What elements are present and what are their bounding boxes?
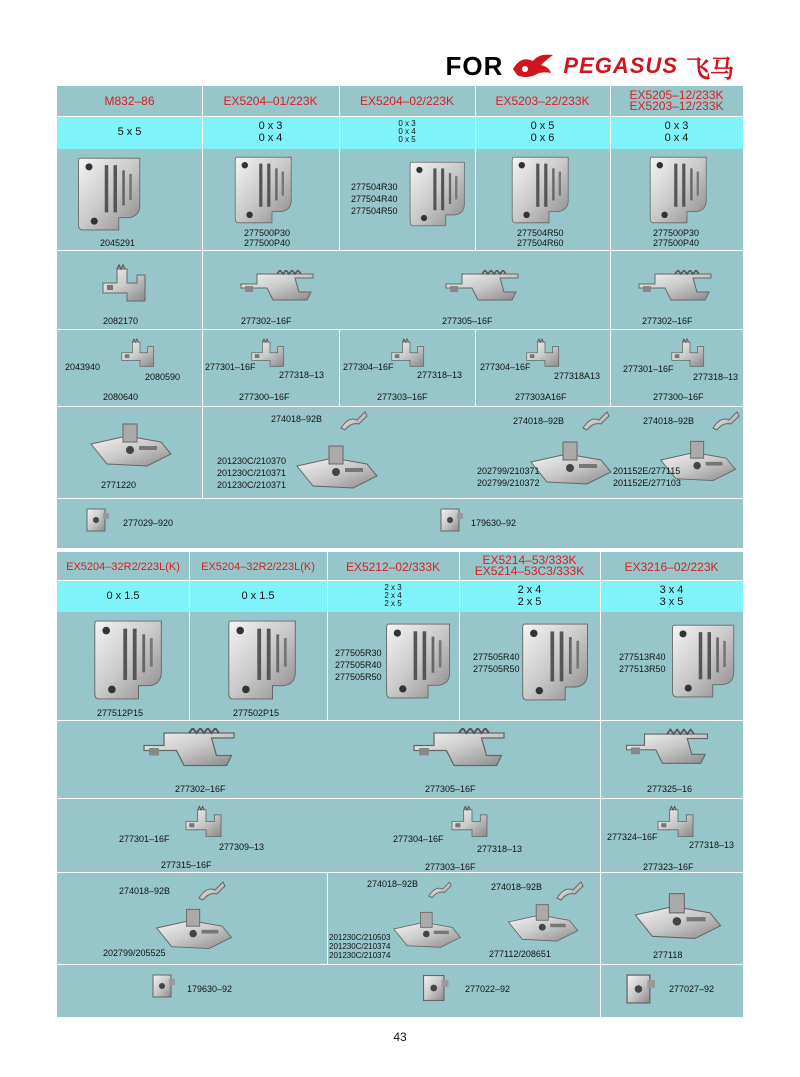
- part-number: 277301–16F: [205, 362, 256, 372]
- model-name: EX5204–01/223K: [223, 94, 318, 108]
- presser-foot-icon: [87, 414, 177, 474]
- brand-name: PEGASUS: [563, 53, 678, 78]
- feed-dog-icon: [407, 728, 511, 778]
- part-number: 277505R50: [335, 672, 382, 682]
- block-part-icon: [149, 970, 179, 1002]
- part-number: 277302–16F: [642, 316, 693, 326]
- part-number: 277309–13: [219, 842, 265, 852]
- part-number: 277504R50: [517, 228, 564, 238]
- feed-dog-icon: [237, 270, 317, 310]
- pegasus-logo-icon: [511, 51, 555, 81]
- part-number: 277500P40: [244, 238, 291, 248]
- gauge-value: 0 x 5: [530, 120, 555, 132]
- part-number: 277318–13: [689, 840, 735, 850]
- part-number: 2080590: [145, 372, 181, 382]
- page-number: 43: [393, 1030, 407, 1044]
- part-number: 201230C/210371: [217, 480, 287, 490]
- part-number: 201230C/210371: [217, 468, 287, 478]
- needle-plate-icon: [647, 150, 711, 230]
- model-name: EX5212–02/333K: [345, 560, 441, 574]
- part-number: 277303A16F: [515, 392, 567, 402]
- part-number: 277318–13: [477, 844, 523, 854]
- feed-dog-icon: [447, 802, 497, 846]
- feed-dog-icon: [635, 270, 715, 310]
- gauge-value: 0 x 1.5: [241, 590, 275, 602]
- feed-dog-icon: [137, 728, 241, 778]
- feed-dog-icon: [181, 802, 231, 846]
- gauge-value: 2 x 4: [517, 584, 542, 596]
- part-number: 277303–16F: [425, 862, 476, 872]
- part-number: 277505R40: [335, 660, 382, 670]
- part-number: 277304–16F: [480, 362, 531, 372]
- part-number: 274018–92B: [491, 882, 543, 892]
- part-number: 277504R30: [351, 182, 398, 192]
- needle-plate-icon: [383, 616, 455, 706]
- part-number: 277318A13: [554, 371, 601, 381]
- part-number: 277318–13: [279, 370, 325, 380]
- gauge-value: 2 x 3: [384, 583, 402, 592]
- gauge-value: 0 x 3: [664, 120, 689, 132]
- spring-icon: [339, 408, 369, 432]
- needle-plate-icon: [75, 150, 145, 238]
- model-name: EX5203–22/233K: [495, 94, 590, 108]
- part-number: 277027–92: [669, 984, 715, 994]
- block-part-icon: [83, 504, 113, 536]
- part-number: 277304–16F: [393, 834, 444, 844]
- part-number: 277118: [653, 950, 683, 960]
- part-number: 277500P40: [653, 238, 700, 248]
- presser-foot-icon: [387, 904, 469, 954]
- needle-plate-icon: [232, 150, 296, 230]
- part-number: 277302–16F: [175, 784, 226, 794]
- part-number: 179630–92: [471, 518, 517, 528]
- model-name: EX5214–53C3/333K: [474, 564, 585, 578]
- part-number: 277022–92: [465, 984, 511, 994]
- part-number: 277300–16F: [653, 392, 704, 402]
- catalog-panel-top: [57, 86, 743, 548]
- gauge-value: 0 x 1.5: [106, 590, 140, 602]
- gauge-value: 5 x 5: [117, 126, 142, 138]
- part-number: 274018–92B: [513, 416, 565, 426]
- block-part-icon: [437, 504, 467, 536]
- part-number: 277500P30: [653, 228, 700, 238]
- part-number: 277502P15: [233, 708, 280, 718]
- catalog-panel-bottom: [57, 552, 743, 1017]
- needle-plate-icon: [91, 614, 167, 706]
- brand-header: [446, 48, 734, 84]
- block-part-icon: [622, 970, 660, 1008]
- part-number: 202799/210371: [477, 466, 540, 476]
- part-number: 277505R40: [473, 652, 520, 662]
- model-name: EX5214–53/333K: [482, 553, 577, 567]
- part-number: 201230C/210374: [329, 942, 391, 951]
- presser-foot-icon: [527, 432, 617, 492]
- part-number: 179630–92: [187, 984, 233, 994]
- gauge-value: 0 x 4: [664, 132, 689, 144]
- gauge-value: 2 x 5: [517, 596, 542, 608]
- part-number: 201230C/210503: [329, 933, 391, 942]
- spring-icon: [197, 878, 227, 902]
- part-number: 277500P30: [244, 228, 291, 238]
- part-number: 277504R60: [517, 238, 564, 248]
- brand-for-label: FOR: [445, 50, 504, 81]
- gauge-value: 3 x 4: [659, 584, 684, 596]
- part-number: 274018–92B: [643, 416, 695, 426]
- needle-plate-icon: [407, 154, 469, 234]
- gauge-value: 0 x 6: [530, 132, 555, 144]
- needle-plate-icon: [669, 616, 739, 706]
- part-number: 277305–16F: [442, 316, 493, 326]
- part-number: 202799/205525: [103, 948, 166, 958]
- part-number: 277318–13: [693, 372, 739, 382]
- block-part-icon: [419, 970, 453, 1006]
- model-name: EX5204–32R2/223L(K): [201, 561, 315, 573]
- part-number: 2080640: [103, 392, 139, 402]
- model-name: EX5203–12/233K: [629, 99, 724, 113]
- model-name: EX5205–12/233K: [629, 88, 724, 102]
- part-number: 2043940: [65, 362, 101, 372]
- part-number: 277302–16F: [241, 316, 292, 326]
- feed-dog-icon: [117, 336, 163, 374]
- part-number: 277315–16F: [161, 860, 212, 870]
- part-number: 277505R30: [335, 648, 382, 658]
- part-number: 274018–92B: [271, 414, 323, 424]
- part-number: 201152E/277115: [613, 466, 681, 476]
- part-number: 277029–920: [123, 518, 174, 528]
- part-number: 277301–16F: [623, 364, 674, 374]
- part-number: 2045291: [100, 238, 136, 248]
- part-number: 277513R40: [619, 652, 666, 662]
- part-number: 277305–16F: [425, 784, 476, 794]
- feed-dog-icon: [442, 270, 522, 310]
- part-number: 202799/210372: [477, 478, 540, 488]
- part-number: 277505R50: [473, 664, 520, 674]
- gauge-value: 0 x 3: [258, 120, 283, 132]
- feed-dog-icon: [97, 258, 157, 314]
- part-number: 277323–16F: [643, 862, 694, 872]
- part-number: 277325–16: [647, 784, 693, 794]
- part-number: 277513R50: [619, 664, 666, 674]
- needle-plate-icon: [519, 616, 593, 708]
- part-number: 274018–92B: [119, 886, 171, 896]
- needle-plate-icon: [225, 614, 301, 706]
- spring-icon: [427, 878, 453, 900]
- part-number: 277512P15: [97, 708, 144, 718]
- presser-foot-icon: [293, 436, 383, 496]
- part-number: 201230C/210370: [217, 456, 287, 466]
- gauge-value: 0 x 4: [258, 132, 283, 144]
- brand-chinese-name: 飞马: [686, 54, 734, 83]
- part-number: 277318–13: [417, 370, 463, 380]
- gauge-value: 0 x 4: [398, 127, 416, 136]
- part-number: 2082170: [103, 316, 139, 326]
- part-number: 201152E/277103: [613, 478, 681, 488]
- gauge-value: 3 x 5: [659, 596, 684, 608]
- spring-icon: [711, 408, 741, 432]
- model-name: M832–86: [104, 94, 155, 108]
- spring-icon: [581, 408, 611, 432]
- model-name: EX3216–02/223K: [624, 560, 719, 574]
- presser-foot-icon: [499, 896, 589, 948]
- gauge-value: 2 x 4: [384, 591, 402, 600]
- part-number: 2771220: [101, 480, 137, 490]
- gauge-value: 2 x 5: [384, 599, 402, 608]
- part-number: 277324–16F: [607, 832, 658, 842]
- model-name: EX5204–32R2/223L(K): [66, 561, 180, 573]
- part-number: 277303–16F: [377, 392, 428, 402]
- gauge-value: 0 x 3: [398, 119, 416, 128]
- part-number: 277504R40: [351, 194, 398, 204]
- feed-dog-icon: [622, 728, 712, 776]
- presser-foot-icon: [631, 882, 727, 948]
- part-number: 201230C/210374: [329, 951, 391, 960]
- part-number: 277301–16F: [119, 834, 170, 844]
- part-number: 277304–16F: [343, 362, 394, 372]
- gauge-value: 0 x 5: [398, 135, 416, 144]
- needle-plate-icon: [509, 150, 573, 230]
- part-number: 274018–92B: [367, 879, 419, 889]
- part-number: 277300–16F: [239, 392, 290, 402]
- model-name: EX5204–02/223K: [359, 94, 455, 108]
- part-number: 277112/208651: [489, 949, 551, 959]
- part-number: 277504R50: [351, 206, 398, 216]
